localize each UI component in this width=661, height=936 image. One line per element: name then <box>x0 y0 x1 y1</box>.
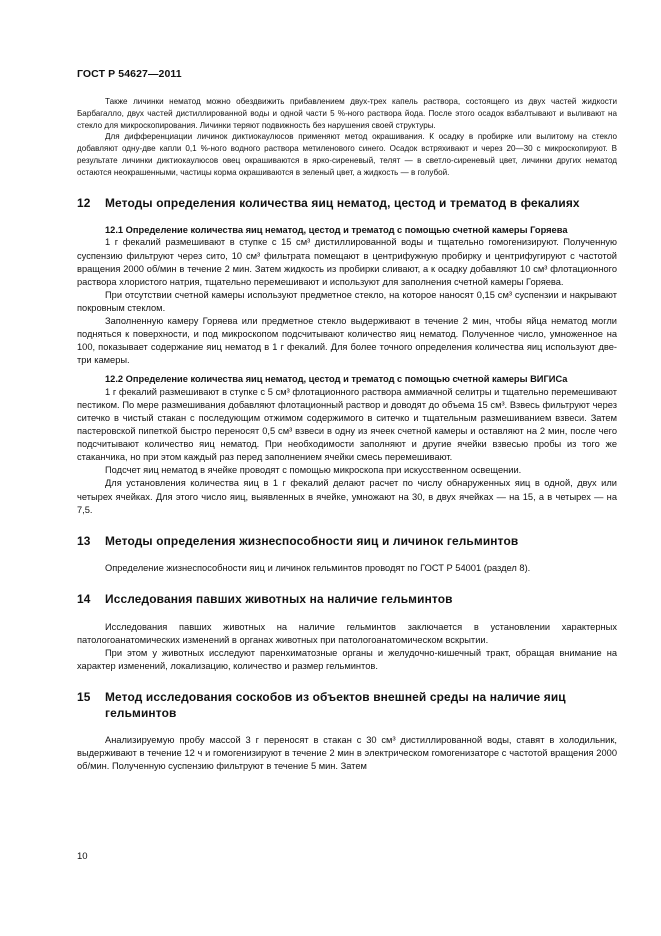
paragraph-12-2-1: 1 г фекалий размешивают в ступке с 5 см³ флотационного раствора аммиачной селитры и тщательно перемешивают пестиком. По мере размешивания добавляют флотационный раствор и доводят до объема 15 см³. Взвесь фильтруют через ситечко в чистый стакан с последующим отжимом содержимого в ситечко и тщательным размешиванием взвеси. Затем пастеровской пипеткой быстро переносят 0,5 см³ взвеси в одну из ячеек счетной камеры и оставляют на 2 мин, после чего подсчитывают количество яиц нематод. При необходимости заполняют и другие ячейки взвесью пробы из того же стаканчика, но при этом каждый раз перед заполнением ячейки смесь перемешивают. <box>77 386 617 463</box>
section-14-number: 14 <box>77 592 91 607</box>
section-13-body <box>77 562 617 575</box>
paragraph-12-1-1: 1 г фекалий размешивают в ступке с 15 см³ дистиллированной воды и тщательно гомогенизируют. Полученную суспензию фильтруют через сито, 10 см³ фильтрата помещают в центрифужную пробирку и центрифугируют с частотой вращения 2000 об/мин в течение 2 мин. Затем жидкость из пробирки сливают, а к осадку добавляют 10 см³ флотационного раствора хлористого натрия, тщательно перемешивают и используют для заполнения счетной камеры Горяева. <box>77 237 617 287</box>
paragraph-13-1: Определение жизнеспособности яиц и личинок гельминтов проводят по ГОСТ Р 54001 (раздел 8). <box>105 563 531 574</box>
subsection-12-1-body <box>77 236 617 367</box>
paragraph-14-1: Исследования павших животных на наличие гельминтов заключается в установлении характерных патологоанатомических изменений в органах животных при патологоанатомическом вскрытии. <box>77 621 617 645</box>
section-15-heading <box>77 690 617 721</box>
paragraph-15-1: Анализируемую пробу массой 3 г переносят в стакан с 30 см³ дистиллированной воды, ставят в холодильник, выдерживают в течение 12 ч и гомогенизируют в течение 2 мин в электрическом гомогенизаторе с частотой вращения 2000 об/мин. Полученную суспензию фильтруют в течение 5 мин. Затем <box>77 735 617 772</box>
section-15-title: Метод исследования соскобов из объектов внешней среды на наличие яиц гельминтов <box>105 690 566 720</box>
subsection-12-2-heading: 12.2 Определение количества яиц нематод, цестод и трематод с помощью счетной камеры ВИГИСа <box>105 374 568 385</box>
intro-block <box>77 96 617 179</box>
paragraph-12-1-2: При отсутствии счетной камеры используют предметное стекло, на которое наносят 0,15 см³ суспензии и накрывают покровным стеклом. <box>77 289 617 313</box>
section-14-body <box>77 621 617 673</box>
intro-paragraph-1: Также личинки нематод можно обездвижить прибавлением двух-трех капель раствора, состоящего из двух частей жидкости Барбагалло, двух частей дистиллированной воды и одной части 5 %-ного раствора йода. После этого осадок взбалтывают и выливают на стекло для микроскопирования. Личинки теряют подвижность без нарушения своей структуры. <box>77 97 617 130</box>
section-13-heading <box>77 534 617 550</box>
intro-paragraph-2: Для дифференциации личинок диктиокаулюсов применяют метод окрашивания. К осадку в пробирке или вылитому на стекло добавляют одну-две капли 0,1 %-ного водного раствора метиленового синего. Осадок встряхивают и через 20—30 с микроскопируют. В результате личинки диктиокаулюсов овец окрашиваются в ярко-сиреневый, телят — в светло-сиреневый цвет, личинки других нематод остаются неокрашенными, частицы корма окрашиваются в зеленый цвет, а жидкость — в голубой. <box>77 132 617 177</box>
paragraph-12-1-3: Заполненную камеру Горяева или предметное стекло выдерживают в течение 2 мин, чтобы яйца нематод могли подняться к поверхности, и под микроскопом подсчитывают количество яиц нематод. Полученное число, умноженное на 100, показывает содержание яиц нематод в 1 г фекалий. Для более точного определения количества яиц используют две-три камеры. <box>77 316 617 366</box>
document-header: ГОСТ Р 54627—2011 <box>77 68 182 80</box>
subsection-12-2-body <box>77 386 617 517</box>
paragraph-14-2: При этом у животных исследуют паренхиматозные органы и желудочно-кишечный тракт, обращая внимание на характер изменений, локализацию, количество и размер гельминтов. <box>77 648 617 672</box>
section-12-number: 12 <box>77 195 91 210</box>
section-15-body <box>77 734 617 773</box>
paragraph-12-2-2: Подсчет яиц нематод в ячейке проводят с помощью микроскопа при искусственном освещении. <box>105 465 522 476</box>
paragraph-12-2-3: Для установления количества яиц в 1 г фекалий делают расчет по числу обнаруженных яиц в одной, двух или четырех ячейках. Для этого число яиц, выявленных в ячейке, умножают на 30, в двух ячейках — на 15, а в четырех — на 7,5. <box>77 478 617 515</box>
section-12-title: Методы определения количества яиц нематод, цестод и трематод в фекалиях <box>105 195 580 210</box>
page-number: 10 <box>77 851 88 862</box>
section-13-title: Методы определения жизнеспособности яиц и личинок гельминтов <box>105 533 519 548</box>
section-13-number: 13 <box>77 533 91 548</box>
section-14-heading <box>77 592 617 608</box>
section-14-title: Исследования павших животных на наличие гельминтов <box>105 592 453 607</box>
section-15-number: 15 <box>77 690 91 705</box>
section-12-heading <box>77 196 617 212</box>
subsection-12-1-heading: 12.1 Определение количества яиц нематод, цестод и трематод с помощью счетной камеры Горяева <box>105 225 568 236</box>
document-content <box>77 96 617 774</box>
